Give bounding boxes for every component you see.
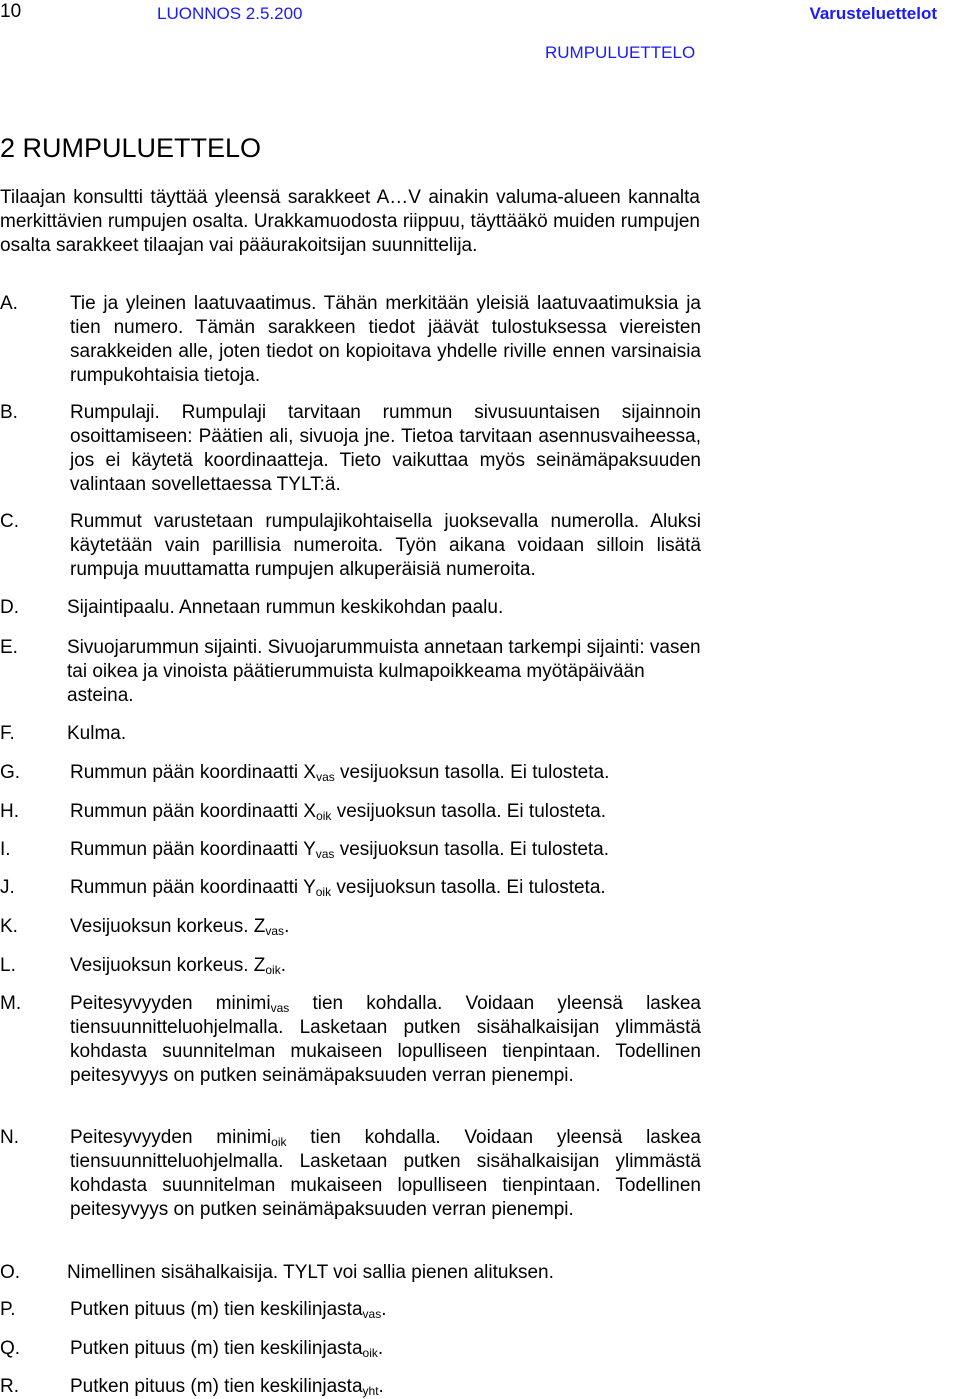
item-letter: F. (0, 723, 15, 744)
item-letter: J. (0, 877, 15, 898)
item-text: Rummun pään koordinaatti $Y_{vas}$ vesijuoksun tasolla. Ei tulosteta. (70, 839, 610, 861)
draft-label: LUONNOS 2.5.200 (157, 4, 303, 23)
item-letter: D. (0, 597, 19, 618)
list-item-n (0, 1126, 701, 1222)
item-letter: R. (0, 1376, 19, 1397)
item-letter: P. (0, 1299, 16, 1320)
list-item-l (0, 954, 701, 978)
item-text: Rummun pään koordinaatti $X_{oik}$ vesijuoksun tasolla. Ei tulosteta. (70, 801, 607, 823)
item-text: Sijaintipaalu. Annetaan rummun keskikohdan paalu. (67, 597, 504, 618)
item-letter: Q. (0, 1338, 21, 1359)
item-text: Rumpulaji. Rumpulaji tarvitaan rummun sivusuuntaisen sijainnoin osoittamiseen: Päätien ali, sivuoja jne. Tietoa tarvitaan asennusvaiheessa, jos ei käytetä koordinaatteja. Tieto vaikuttaa myös seinämäpaksuuden valintaan sovellettaessa TYLT:ä. (70, 402, 701, 495)
item-letter: C. (0, 511, 19, 532)
list-item-a (0, 292, 701, 388)
list-item-e (0, 636, 701, 708)
list-item-o (0, 1261, 701, 1285)
list-item-p (0, 1298, 701, 1322)
item-text: Vesijuoksun korkeus. $Z_{oik}$. (70, 955, 286, 977)
list-item-f (0, 722, 701, 746)
item-text: Rummun pään koordinaatti $X_{vas}$ vesijuoksun tasolla. Ei tulosteta. (70, 762, 610, 784)
list-item-d (0, 596, 701, 620)
item-text: Putken pituus (m) tien keskilinjasta$_{yht}$. (70, 1376, 384, 1398)
item-text: Putken pituus (m) tien keskilinjasta$_{oik}$. (70, 1338, 384, 1360)
intro-paragraph: Tilaajan konsultti täyttää yleensä sarakkeet A…V ainakin valuma-alueen kannalta merkittävien rumpujen osalta. Urakkamuodosta riippuu, täyttääkö muiden rumpujen osalta sarakkeet tilaajan vai pääurakoitsijan suunnittelija. (0, 187, 700, 256)
item-letter: K. (0, 916, 18, 937)
item-text: Tie ja yleinen laatuvaatimus. Tähän merkitään yleisiä laatuvaatimuksia ja tien numero. Tämän sarakkeen tiedot jäävät tulostuksessa viereisten sarakkeiden alle, joten tiedot on kopioitava yhdelle riville ennen varsinaisia rumpukohtaisia tietoja. (70, 293, 701, 386)
item-letter: E. (0, 637, 18, 658)
list-item-c (0, 510, 701, 582)
item-letter: B. (0, 402, 18, 423)
list-item-j (0, 876, 701, 900)
list-item-m (0, 992, 701, 1088)
item-text: Vesijuoksun korkeus. $Z_{vas}$. (70, 916, 290, 938)
item-text: Nimellinen sisähalkaisija. TYLT voi sallia pienen alituksen. (67, 1262, 554, 1283)
item-letter: N. (0, 1127, 19, 1148)
list-item-h (0, 800, 701, 824)
list-item-r (0, 1375, 701, 1399)
list-item-b (0, 401, 701, 497)
item-text: Rummut varustetaan rumpulajikohtaisella juoksevalla numerolla. Aluksi käytetään vain parillisia numeroita. Työn aikana voidaan silloin lisätä rumpuja muuttamatta rumpujen alkuperäisiä numeroita. (70, 511, 701, 580)
section-title: Varusteluettelot (809, 4, 937, 23)
page-number: 10 (0, 1, 22, 22)
item-text: Sivuojarummun sijainti. Sivuojarummuista annetaan tarkempi sijainti: vasen tai oikea ja vinoista päätierummuista kulmapoikkeama myötäpäivään asteina. (67, 637, 701, 706)
item-letter: H. (0, 801, 19, 822)
list-item-k (0, 915, 701, 939)
list-item-g (0, 761, 701, 785)
list-item-i (0, 838, 701, 862)
item-text: Peitesyvyyden minimi$_{vas}$ tien kohdalla. Voidaan yleensä laskea tiensuunnitteluohjelmalla. Lasketaan putken sisähalkaisijan ylimmästä kohdasta suunnitelman mukaiseen lopulliseen tienpintaan. Todellinen peitesyvyys on putken seinämäpaksuuden verran pienempi. (70, 993, 701, 1086)
item-letter: G. (0, 762, 21, 783)
item-letter: I. (0, 839, 11, 860)
item-letter: L. (0, 955, 16, 976)
item-text: Kulma. (67, 723, 127, 744)
item-letter: O. (0, 1262, 21, 1283)
item-letter: M. (0, 993, 22, 1014)
item-text: Peitesyvyyden minimi$_{oik}$ tien kohdalla. Voidaan yleensä laskea tiensuunnitteluohjelmalla. Lasketaan putken sisähalkaisijan ylimmästä kohdasta suunnitelman mukaiseen lopulliseen tienpintaan. Todellinen peitesyvyys on putken seinämäpaksuuden verran pienempi. (70, 1127, 701, 1220)
item-text: Rummun pään koordinaatti $Y_{oik}$ vesijuoksun tasolla. Ei tulosteta. (70, 877, 606, 899)
page-title: 2 RUMPULUETTELO (0, 133, 262, 163)
item-text: Putken pituus (m) tien keskilinjasta$_{vas}$. (70, 1299, 387, 1321)
item-letter: A. (0, 293, 18, 314)
subsection-title: RUMPULUETTELO (545, 43, 696, 62)
list-item-q (0, 1337, 701, 1361)
